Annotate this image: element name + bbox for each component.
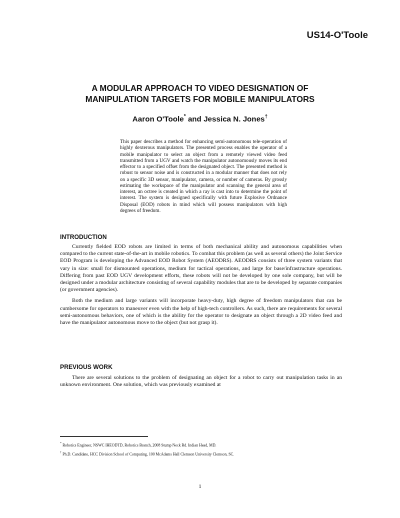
page-number: 1 xyxy=(198,484,202,490)
previous-work-paragraph: There are several solutions to the problem of designating an object for a robot to carry out manipulation tasks in an unknown environment. One solution, which was previously examined at xyxy=(60,375,342,389)
footnotes xyxy=(60,440,342,459)
paper-title xyxy=(58,83,342,105)
footnote-text: Ph.D. Candidate, HCC Division School of Computing, 100 McAdams Hall Clemson University Clemson, SC. xyxy=(61,452,235,457)
title-line-1: A MODULAR APPROACH TO VIDEO DESIGNATION OF xyxy=(91,83,309,93)
author-connector: and xyxy=(185,114,204,124)
author-2: Jessica N. Jones xyxy=(203,114,265,124)
running-head: US14-O'Toole xyxy=(306,30,368,41)
section-heading-previous-work: PREVIOUS WORK xyxy=(60,364,113,371)
author-line xyxy=(58,114,342,124)
introduction-paragraph: Both the medium and large variants will incorporate heavy-duty, high degree of freedom manipulators that can be cumbersome for operators to maneuver even with the help of high-tech controllers. As such, there are requirements for several semi-autonomous behaviors, one of which is the ability for the operator to designate an object through a 2D video feed and have the manipulator autonomous move to the object (but not grasp it). xyxy=(60,298,342,327)
abstract: This paper describes a method for enhancing semi-autonomous tele-operation of highly dexterous manipulators. The presented process enables the operator of a mobile manipulator to select an object from a remotely viewed video feed transmitted from a UGV and watch the manipulator autonomously moves its end effector to a specified offset from the designated object. The presented method is robust to sensor noise and is constructed in a modular manner that does not rely on a specific 3D sensor, manipulator, camera, or number of cameras. By grossly estimating the workspace of the manipulator and scanning the general area of interest, an octree is created in which a ray is cast into to determine the point of interest. The system is designed specifically with future Explosive Ordnance Disposal (EOD) robots in mind which will possess manipulators with high degrees of freedom. xyxy=(120,139,287,214)
footnote-text: Robotics Engineer, NSWC IHEODTD, Robotics Branch, 2008 Stump Neck Rd. Indian Head, MD. xyxy=(61,443,217,448)
introduction-paragraph: Currently fielded EOD robots are limited in terms of both mechanical ability and autonomous capabilities when compared to the current state-of-the-art in mobile robotics. To combat this problem (as well as several others) the Joint Service EOD Program is developing the Advanced EOD Robot System (AEODRS). AEODRS consists of three system variants that vary in size: small for dismounted operations, medium for tactical operations, and large for base/infrastructure operations. Differing from past EOD UGV development efforts, these robots will not be developed by one sole company, but will be designed under a modular architecture consisting of several capability modules that are to be developed by separate companies (or government agencies). xyxy=(60,244,342,294)
section-heading-introduction: INTRODUCTION xyxy=(60,234,107,241)
author-1: Aaron O'Toole xyxy=(132,114,184,124)
footnote-mark: † xyxy=(60,450,62,455)
footnote xyxy=(60,440,342,449)
title-line-2: MANIPULATION TARGETS FOR MOBILE MANIPULATORS xyxy=(85,94,315,104)
author-1-footnote-mark: * xyxy=(183,114,186,120)
footnote-divider xyxy=(60,436,148,437)
footnote-mark: * xyxy=(60,441,62,445)
previous-work-body xyxy=(60,375,342,393)
footnote xyxy=(60,449,342,458)
introduction-body xyxy=(60,244,342,331)
author-2-footnote-mark: † xyxy=(264,114,268,120)
